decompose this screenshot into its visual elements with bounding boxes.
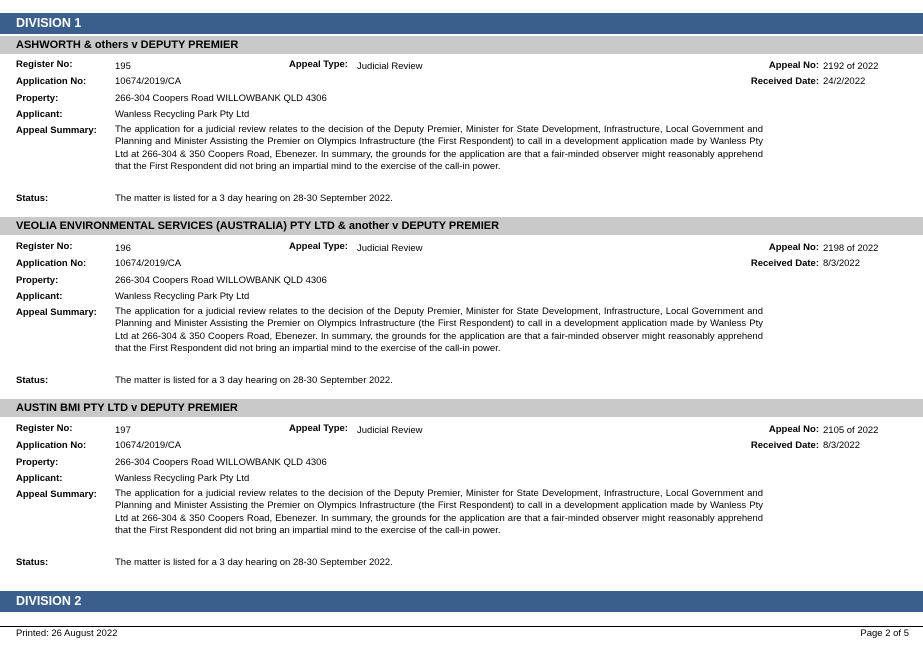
status-label: Status: — [16, 193, 49, 204]
application-no-label: Application No: — [16, 440, 87, 451]
appeal-summary-text: The application for a judicial review relates to the decision of the Deputy Premier, Minister for State Development, Infrastructure, Local Government and Planning and Minister Assisting the Premier on Olympics Infrastructure (the First Respondent) to call in a development application made by Wanless Pty Ltd at 266-304 & 350 Coopers Road, Ebenezer. In summary, the grounds for the application are that a fair-minded observer might reasonably apprehend that the First Respondent did not bring an impartial mind to the exercise of the call-in power. — [115, 488, 763, 537]
register-no-label: Register No: — [16, 241, 73, 252]
application-no-value: 10674/2019/CA — [115, 76, 182, 87]
page-number: Page 2 of 5 — [860, 628, 909, 639]
case-title: ASHWORTH & others v DEPUTY PREMIER — [0, 36, 923, 54]
appeal-type-label: Appeal Type: — [289, 59, 348, 70]
appeal-summary-label: Appeal Summary: — [16, 125, 97, 136]
footer-divider — [0, 626, 923, 627]
applicant-label: Applicant: — [16, 291, 63, 302]
property-value: 266-304 Coopers Road WILLOWBANK QLD 4306 — [115, 93, 327, 104]
property-label: Property: — [16, 457, 59, 468]
received-date-value: 8/3/2022 — [823, 440, 860, 451]
received-date-label: Received Date: — [750, 258, 819, 269]
appeal-summary-label: Appeal Summary: — [16, 307, 97, 318]
application-no-value: 10674/2019/CA — [115, 440, 182, 451]
appeal-summary-text: The application for a judicial review relates to the decision of the Deputy Premier, Minister for State Development, Infrastructure, Local Government and Planning and Minister Assisting the Premier on Olympics Infrastructure (the First Respondent) to call in a development application made by Wanless Pty Ltd at 266-304 & 350 Coopers Road, Ebenezer. In summary, the grounds for the application are that a fair-minded observer might reasonably apprehend that the First Respondent did not bring an impartial mind to the exercise of the call-in power. — [115, 306, 763, 355]
received-date-label: Received Date: — [750, 76, 819, 87]
appeal-no-label: Appeal No: — [768, 424, 819, 435]
appeal-no-value: 2105 of 2022 — [823, 425, 879, 436]
application-no-value: 10674/2019/CA — [115, 258, 182, 269]
appeal-type-label: Appeal Type: — [289, 241, 348, 252]
applicant-value: Wanless Recycling Park Pty Ltd — [115, 473, 250, 484]
property-value: 266-304 Coopers Road WILLOWBANK QLD 4306 — [115, 275, 327, 286]
appeal-type-value: Judicial Review — [357, 425, 423, 436]
status-label: Status: — [16, 375, 49, 386]
appeal-no-value: 2192 of 2022 — [823, 61, 879, 72]
appeal-type-label: Appeal Type: — [289, 423, 348, 434]
application-no-label: Application No: — [16, 76, 87, 87]
received-date-value: 8/3/2022 — [823, 258, 860, 269]
applicant-value: Wanless Recycling Park Pty Ltd — [115, 291, 250, 302]
status-label: Status: — [16, 557, 49, 568]
case-details — [0, 54, 923, 224]
status-value: The matter is listed for a 3 day hearing on 28-30 September 2022. — [115, 557, 393, 568]
appeal-summary-text: The application for a judicial review relates to the decision of the Deputy Premier, Minister for State Development, Infrastructure, Local Government and Planning and Minister Assisting the Premier on Olympics Infrastructure (the First Respondent) to call in a development application made by Wanless Pty Ltd at 266-304 & 350 Coopers Road, Ebenezer. In summary, the grounds for the application are that a fair-minded observer might reasonably apprehend that the First Respondent did not bring an impartial mind to the exercise of the call-in power. — [115, 124, 763, 173]
case-title: VEOLIA ENVIRONMENTAL SERVICES (AUSTRALIA) PTY LTD & another v DEPUTY PREMIER — [0, 217, 923, 235]
applicant-value: Wanless Recycling Park Pty Ltd — [115, 109, 250, 120]
register-no-label: Register No: — [16, 59, 73, 70]
appeal-no-label: Appeal No: — [768, 242, 819, 253]
appeal-no-label: Appeal No: — [768, 60, 819, 71]
printed-date: Printed: 26 August 2022 — [16, 628, 118, 639]
appeal-no-value: 2198 of 2022 — [823, 243, 879, 254]
division-1-header: DIVISION 1 — [0, 13, 923, 34]
division-2-header: DIVISION 2 — [0, 591, 923, 612]
status-value: The matter is listed for a 3 day hearing on 28-30 September 2022. — [115, 193, 393, 204]
appeal-type-value: Judicial Review — [357, 243, 423, 254]
case-title: AUSTIN BMI PTY LTD v DEPUTY PREMIER — [0, 399, 923, 417]
case-details — [0, 418, 923, 588]
property-label: Property: — [16, 275, 59, 286]
register-no-value: 195 — [115, 61, 131, 72]
property-label: Property: — [16, 93, 59, 104]
register-no-value: 196 — [115, 243, 131, 254]
status-value: The matter is listed for a 3 day hearing on 28-30 September 2022. — [115, 375, 393, 386]
register-no-value: 197 — [115, 425, 131, 436]
received-date-label: Received Date: — [750, 440, 819, 451]
appeal-type-value: Judicial Review — [357, 61, 423, 72]
received-date-value: 24/2/2022 — [823, 76, 866, 87]
register-no-label: Register No: — [16, 423, 73, 434]
application-no-label: Application No: — [16, 258, 87, 269]
property-value: 266-304 Coopers Road WILLOWBANK QLD 4306 — [115, 457, 327, 468]
applicant-label: Applicant: — [16, 473, 63, 484]
case-details — [0, 236, 923, 406]
appeal-summary-label: Appeal Summary: — [16, 489, 97, 500]
applicant-label: Applicant: — [16, 109, 63, 120]
